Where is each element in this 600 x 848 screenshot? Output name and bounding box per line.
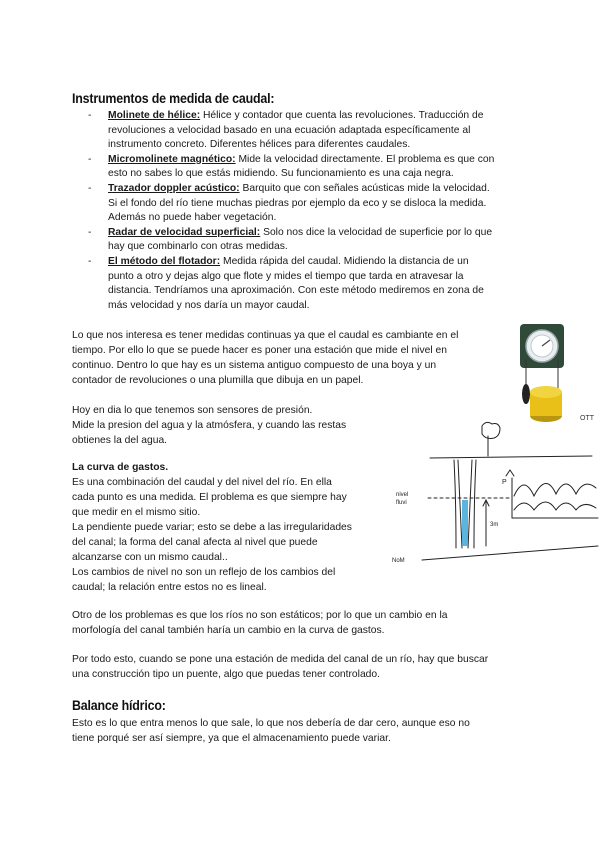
paragraph-balance-hidrico	[72, 716, 542, 746]
text-line: morfología del canal también haría un cambio en la curva de gastos.	[72, 625, 385, 636]
bullet-dash: -	[88, 226, 92, 238]
text-line: alcanzarse con un mismo caudal..	[72, 552, 228, 563]
bullet-text: revoluciones a velocidad basado en una ecuación adaptada específicamente al	[108, 124, 471, 136]
text-line: Por todo esto, cuando se pone una estación de medida del canal de un río, hay que buscar	[72, 654, 489, 665]
bullet-text: más velocidad y nos daría un mayor caudal.	[108, 299, 310, 311]
paragraph-estacion-puente	[72, 652, 542, 682]
bullet-dash: -	[88, 182, 92, 194]
bullet-molinete	[88, 109, 528, 153]
text-line: Lo que nos interesa es tener medidas continuas ya que el caudal es cambiante en el	[72, 330, 459, 341]
text-line: una construcción tipo un puente, algo que puedas tener controlado.	[72, 669, 380, 680]
sketch-label-depth: 3m	[490, 522, 499, 528]
tube-right	[468, 460, 472, 548]
counterweight	[522, 384, 530, 404]
bullet-text: Solo nos dice la velocidad de superficie por lo que	[260, 226, 493, 238]
bullet-term: Trazador doppler acústico:	[108, 182, 240, 194]
depth-arrow	[483, 500, 489, 546]
well-wall-right	[474, 460, 476, 548]
bullet-term: El método del flotador:	[108, 255, 221, 267]
curva-title: La curva de gastos.	[72, 462, 169, 473]
tube-left	[458, 460, 462, 548]
sketch-label-fluvi: fluvi	[396, 500, 407, 506]
text-line: contador de revoluciones o una plumilla que dibuja en un papel.	[72, 375, 364, 386]
bullet-text: punto a otro y dejas algo que flote y mides el tiempo que tarda en atravesar la	[108, 270, 464, 282]
bullet-dash: -	[88, 110, 92, 121]
bullet-term: Radar de velocidad superficial:	[108, 226, 261, 238]
text-line: cada punto es una medida. El problema es que siempre hay	[72, 492, 347, 503]
sketch-label-p: P	[502, 479, 507, 486]
text-line: tiempo. Por ello lo que se puede hacer es poner una estación que mide el nivel en	[72, 345, 447, 356]
section-title-balance: Balance hídrico:	[72, 698, 166, 713]
bullet-text: hay que combinarlo con otras medidas.	[108, 241, 288, 253]
river-gauge-sketch	[392, 418, 600, 574]
bullet-dash: -	[88, 255, 92, 267]
text-line: obtienes la del agua.	[72, 435, 168, 446]
text-line: Mide la presion del agua y la atmósfera, y cuando las restas	[72, 420, 347, 431]
bullet-text: esto no sabes lo que estás midiendo. Su funcionamiento es una caja negra.	[108, 168, 454, 180]
bullet-text: Mide la velocidad directamente. El problema es que con	[235, 153, 495, 165]
sensor-box	[482, 422, 500, 438]
ground-line	[430, 456, 592, 458]
hydrograph-curve-lower	[514, 502, 596, 510]
text-line: Otro de los problemas es que los ríos no son estáticos; por lo que un cambio en la	[72, 610, 448, 621]
bullet-micromolinete	[88, 153, 528, 182]
bullet-text: Hélice y contador que cuenta las revoluciones. Traducción de	[200, 110, 484, 121]
bullet-dash: -	[88, 153, 92, 165]
bullet-term: Molinete de hélice:	[108, 110, 201, 121]
instrument-bullet-list	[88, 109, 528, 313]
ott-label: OTT	[580, 415, 594, 422]
bullet-flotador	[88, 255, 528, 313]
well-wall-left	[454, 460, 456, 548]
bullet-text: instrumento concreto. Diferentes hélices para diferentes caudales.	[108, 139, 411, 151]
text-line: Hoy en dia lo que tenemos son sensores de presión.	[72, 405, 313, 416]
bullet-text: distancia. Tendríamos una aproximación. Con este método mediremos en zona de	[108, 285, 484, 297]
text-line: Es una combinación del caudal y del nivel del río. En ella	[72, 477, 332, 488]
paragraph-sensores-presion	[72, 403, 382, 448]
text-line: Los cambios de nivel no son un reflejo de los cambios del	[72, 567, 336, 578]
bullet-text: Además no puede haber vegetación.	[108, 212, 277, 224]
paragraph-curva-gastos	[72, 460, 382, 595]
bullet-text: Si el fondo del río tiene muchas piedras por ejemplo da eco y se disloca la medida.	[108, 197, 487, 209]
sketch-label-nivel: nivel	[396, 492, 409, 498]
text-line: que medir en el mismo sitio.	[72, 507, 201, 518]
text-line: caudal; la relación entre estos no es lineal.	[72, 582, 267, 593]
text-line: tiene porqué ser así siempre, ya que el almacenamiento puede variar.	[72, 733, 391, 744]
sketch-strokes	[422, 422, 598, 560]
section-title-instrumentos: Instrumentos de medida de caudal:	[72, 91, 275, 106]
bullet-trazador	[88, 182, 528, 226]
ott-float-instrument-image	[512, 320, 598, 428]
sketch-label-nom: NoM	[392, 558, 405, 564]
text-line: La pendiente puede variar; esto se debe a las irregularidades	[72, 522, 352, 533]
bullet-text: Medida rápida del caudal. Midiendo la distancia de un	[220, 255, 469, 267]
paragraph-medidas-continuas	[72, 328, 512, 388]
water-column	[462, 500, 468, 546]
bullet-radar	[88, 226, 528, 255]
text-line: Esto es lo que entra menos lo que sale, lo que nos debería de dar cero, aunque eso no	[72, 718, 470, 729]
paragraph-rios-estaticos	[72, 608, 532, 638]
bullet-text: Barquito que con señales acústicas mide la velocidad.	[239, 182, 490, 194]
bullet-term: Micromolinete magnético:	[108, 153, 236, 165]
hydrograph-curve-upper	[514, 483, 596, 496]
float-top	[530, 386, 562, 398]
hydrograph-arrow	[506, 470, 514, 476]
text-line: del canal; la forma del canal afecta al nivel que puede	[72, 537, 318, 548]
text-line: continuo. Dentro lo que hay es un sistema antiguo compuesto de una boya y un	[72, 360, 437, 371]
river-bed-line	[422, 546, 598, 560]
